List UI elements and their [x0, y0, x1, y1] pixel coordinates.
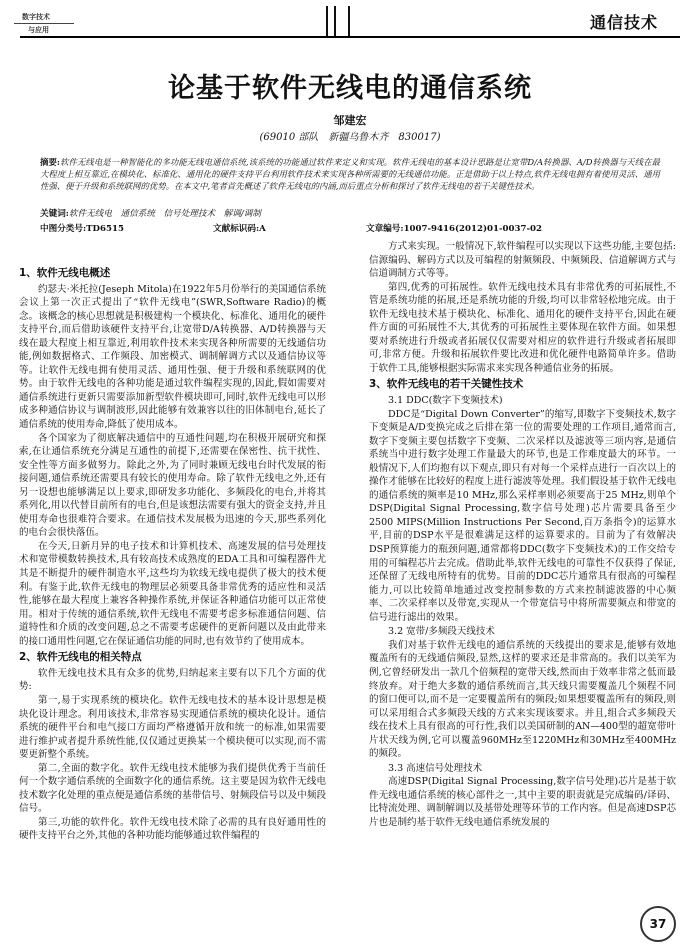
paragraph: 第四,优秀的可拓展性。软件无线电技术具有非常优秀的可拓展性,不管是系统功能的拓展,还是系统功能的升级,均可以非常轻松地完成。由于软件无线电技术基于模块化、标准化、通用化的硬件支持平台,因此在硬件方面的可拓展性不大,其优秀的可拓展性主要体现在软件方面。如果想要对系统进行升级或者拓展仅仅需要对相应的软件进行升级或者拓展即可,非常方便。升级和拓展软件要比改进和优化硬件电路简单许多。借助于软件工具,能够根据实际需求来实现各种通信业务的拓展。	[369, 281, 676, 374]
section-name: 通信技术	[589, 13, 658, 32]
section-heading-2: 2、软件无线电的相关特点	[19, 651, 142, 664]
paragraph: 第三,功能的软件化。软件无线电技术除了必需的具有良好通用性的硬件支持平台之外,其他的各种功能均能够通过软件编程的	[19, 816, 326, 842]
abstract	[40, 156, 660, 192]
journal-logo	[14, 12, 70, 36]
article-meta	[40, 222, 660, 234]
section-heading-1: 1、软件无线电概述	[19, 267, 111, 279]
keywords-label: 关键词:	[40, 209, 69, 219]
keywords-text: 软件无线电 通信系统 信号处理技术 解调/调制	[68, 209, 261, 219]
article-no-label: 文章编号:	[366, 224, 404, 234]
header-bars-decoration	[324, 6, 364, 36]
header-rule	[20, 36, 680, 38]
paragraph: 第一,易于实现系统的模块化。软件无线电技术的基本设计思想是模块化设计理念。利用该技术,非常容易实现通信系统的模块化设计。通信系统的硬件平台和电气接口方面均严格遵循开放和统一的标准,如果需要进行维护或者提升系统性能,仅仅通过更换某一个模块便可以实现,而不需要更新整个系统。	[19, 694, 326, 761]
abstract-label: 摘要:	[40, 157, 60, 167]
abstract-text: 软件无线电是一种智能化的多功能无线电通信系统,该系统的功能通过软件来定义和实现。软件无线电的基本设计思路是让宽带D/A转换器、A/D转换器与天线在最大程度上相互靠近,在模块化、标准化、通用化的硬件支持平台利用软件技术来实现各种所需要的无线通信功能。正是借助于以上特点,软件无线电拥有着使用灵活、通用性强、便于升级和系统联网的优势。在本文中,笔者首先概述了软件无线电的内涵,而后重点分析和探讨了软件无线电的若干关键性技术。	[40, 157, 661, 191]
keywords	[40, 207, 660, 219]
paragraph: 各个国家为了彻底解决通信中的互通性问题,均在积极开展研究和探索,在让通信系统充分满足互通性的前提下,还需要在保密性、抗干扰性、安全性等方面多做努力。除此之外,为了同时兼顾无线电台时代发展的衔接问题,通信系统还需要具有较长的使用寿命。除了软件无线电之外,还有另一设想也能够满足以上要求,即研发多功能化、多频段化的电台,并将其系列化,用以代替目前所有的电台,但是该想法需要有强大的资金支持,并且使用寿命也很难符合要求。在通信技术发展极为迅速的今天,那些系列化的电台会很快落伍。	[19, 432, 326, 539]
subsection-heading-3-3: 3.3 高速信号处理技术	[388, 762, 483, 774]
paragraph: 高速DSP(Digital Signal Processing,数字信号处理)芯片是基于软件无线电通信系统的核心部件之一,其中主要的职责就是完成编码/译码、比特流处理、调制解调以及基带处理等环节的工作内容。但是高速DSP芯片也是制约基于软件无线电通信系统发展的	[369, 776, 676, 828]
paragraph: 我们对基于软件无线电的通信系统的天线提出的要求是,能够有效地覆盖所有的无线通信频段,显然,这样的要求还是非常高的。我们以美军为例,它曾经研发出一款几个倍频程的宽带天线,然而由于效率非常之低而最终放弃。对于绝大多数的通信系统而言,其天线只需要覆盖几个频程不同的窗口便可以,而不是一定要覆盖所有的频段;如果想要覆盖所有的频段,则可以采用组合式多频段天线的方式来实现该要求。并且,组合式多频段天线在技术上具有很高的可行性,我们以美国研制的AN—400型的超宽带叶片状天线为例,它可以覆盖960MHz至1220MHz和30MHz至400MHz的频段。	[369, 639, 676, 760]
article-title: 论基于软件无线电的通信系统	[168, 73, 532, 104]
paragraph: DDC是“Digital Down Converter”的缩写,即数字下变频技术,数字下变频是A/D变换完成之后排在第一位的需要处理的工作项目,通常而言,数字下变频主要包括数字下变频、二次采样以及滤波等三项内容,是通信系统当中进行数字处理工作量最大的环节,也是工作难度最大的环节。一般情况下,人们均抱有以下观点,即只有对每一个采样点进行一百次以上的操作才能够在比较好的程度上进行滤波等处理。我们假设基于软件无线电的通信系统的频率是10 MHz,那么采样率则必须要高于25 MHz,则单个DSP(Digital Signal Processing,数字信号处理)芯片需要具备至少2500 MIPS(Million Instructions Per Second,百万条指令)的运算水平,目前的DSP水平是很难满足这样的运算要求的。目前为了有效解决DSP预算能力的瓶颈问题,通常都将DDC(数字下变频技术)的工作交给专用的可编程芯片去完成。借助此举,软件无线电的可靠性不仅获得了保证,还保留了无线电所特有的优势。目前的DDC芯片通常具有很高的可编程能力,可以比较简单地通过改变控制参数的方式来控制滤波器的中心频率、二次采样率以及带宽,实现从一个带宽信号中将所需要频点和带宽的信号进行滤出的效果。	[369, 408, 676, 623]
paragraph: 软件无线电技术具有众多的优势,归纳起来主要有以下几个方面的优势:	[19, 667, 326, 693]
paragraph: 约瑟夫·米托拉(Jeseph Mitola)在1922年5月份举行的美国通信系统会议上第一次正式提出了“软件无线电”(SWR,Software Radio)的概念。该概念的核心思想就是积极建构一个模块化、标准化、通用化的硬件支持平台,而后借助该硬件支持平台,让宽带D/A转换器、A/D转换器与天线在最大程度上相互靠近,利用软件技术来实现各种所需要的无线通信功能,例如数据格式、工作频段、加密模式、调制解调方式以及通信协议等等。让软件无线电拥有使用灵活、通用性强、便于升级和系统联网的优势。由于软件无线电的各种功能是通过软件编程实现的,因此,假如需要对通信系统进行更新只需要添加新型软件模块即可,同时,软件无线电可以形成多种通信协议与调制波形,因此能够有效兼容以往的旧体制电台,延长了通信系统的使用寿命,降低了使用成本。	[19, 283, 326, 431]
paragraph: 第二,全面的数字化。软件无线电技术能够为我们提供优秀于当前任何一个数字通信系统的全面数字化的通信系统。这主要是因为软件无线电技术数字化处理的重点便是通信系统的基带信号、射频段信号以及中频段信号。	[19, 762, 326, 815]
logo-rule	[14, 23, 74, 24]
paragraph: 方式来实现。一般情况下,软件编程可以实现以下这些功能,主要包括:信源编码、解码方式以及可编程的射频频段、中频频段、信道解调方式与信道调制方式等等。	[369, 241, 676, 280]
clc-label: 中图分类号:	[40, 224, 87, 234]
article-author: 邹建宏	[333, 114, 367, 127]
article-no-value: 1007-9416(2012)01-0037-02	[403, 224, 542, 234]
subsection-heading-3-1: 3.1 DDC(数字下变频技术)	[388, 395, 503, 407]
section-heading-3: 3、软件无线电的若干关键性技术	[369, 378, 524, 391]
doc-code-label: 文献标识码:	[213, 224, 260, 234]
right-column	[369, 240, 676, 830]
logo-line-2: 与应用	[28, 26, 49, 34]
logo-line-1: 数字技术	[22, 13, 50, 21]
page-header	[0, 0, 700, 40]
subsection-heading-3-2: 3.2 宽带/多频段天线技术	[388, 626, 495, 638]
left-column	[19, 264, 326, 843]
page-number-badge	[640, 906, 676, 942]
doc-code-value: A	[259, 224, 266, 234]
paragraph: 在今天,日新月异的电子技术和计算机技术、高速发展的信号处理技术和宽带模数转换技术,具有较高技术成熟度的EDA工具和可编程器件尤其是不断提升的硬件制造水平,这些均为软线无线电提供了极大的技术便利。有鉴于此,软件无线电的物理层必须要具备非常优秀的适应性和灵活性,能够在最大程度上兼容各种操作系统,并保证各种通信功能可以正常使用。相对于传统的通信系统,软件无线电不需要考虑多标准通信问题、信道特性和介质的改变问题,总之不需要考虑硬件的更新问题以及由此带来的接口通用性问题,它在保证通信功能的同时,也有效节约了使用成本。	[19, 540, 326, 647]
page-number: 37	[649, 917, 667, 931]
article-affiliation: (69010 部队 新疆乌鲁木齐 830017)	[259, 132, 441, 143]
clc-value: TD6515	[86, 224, 124, 234]
